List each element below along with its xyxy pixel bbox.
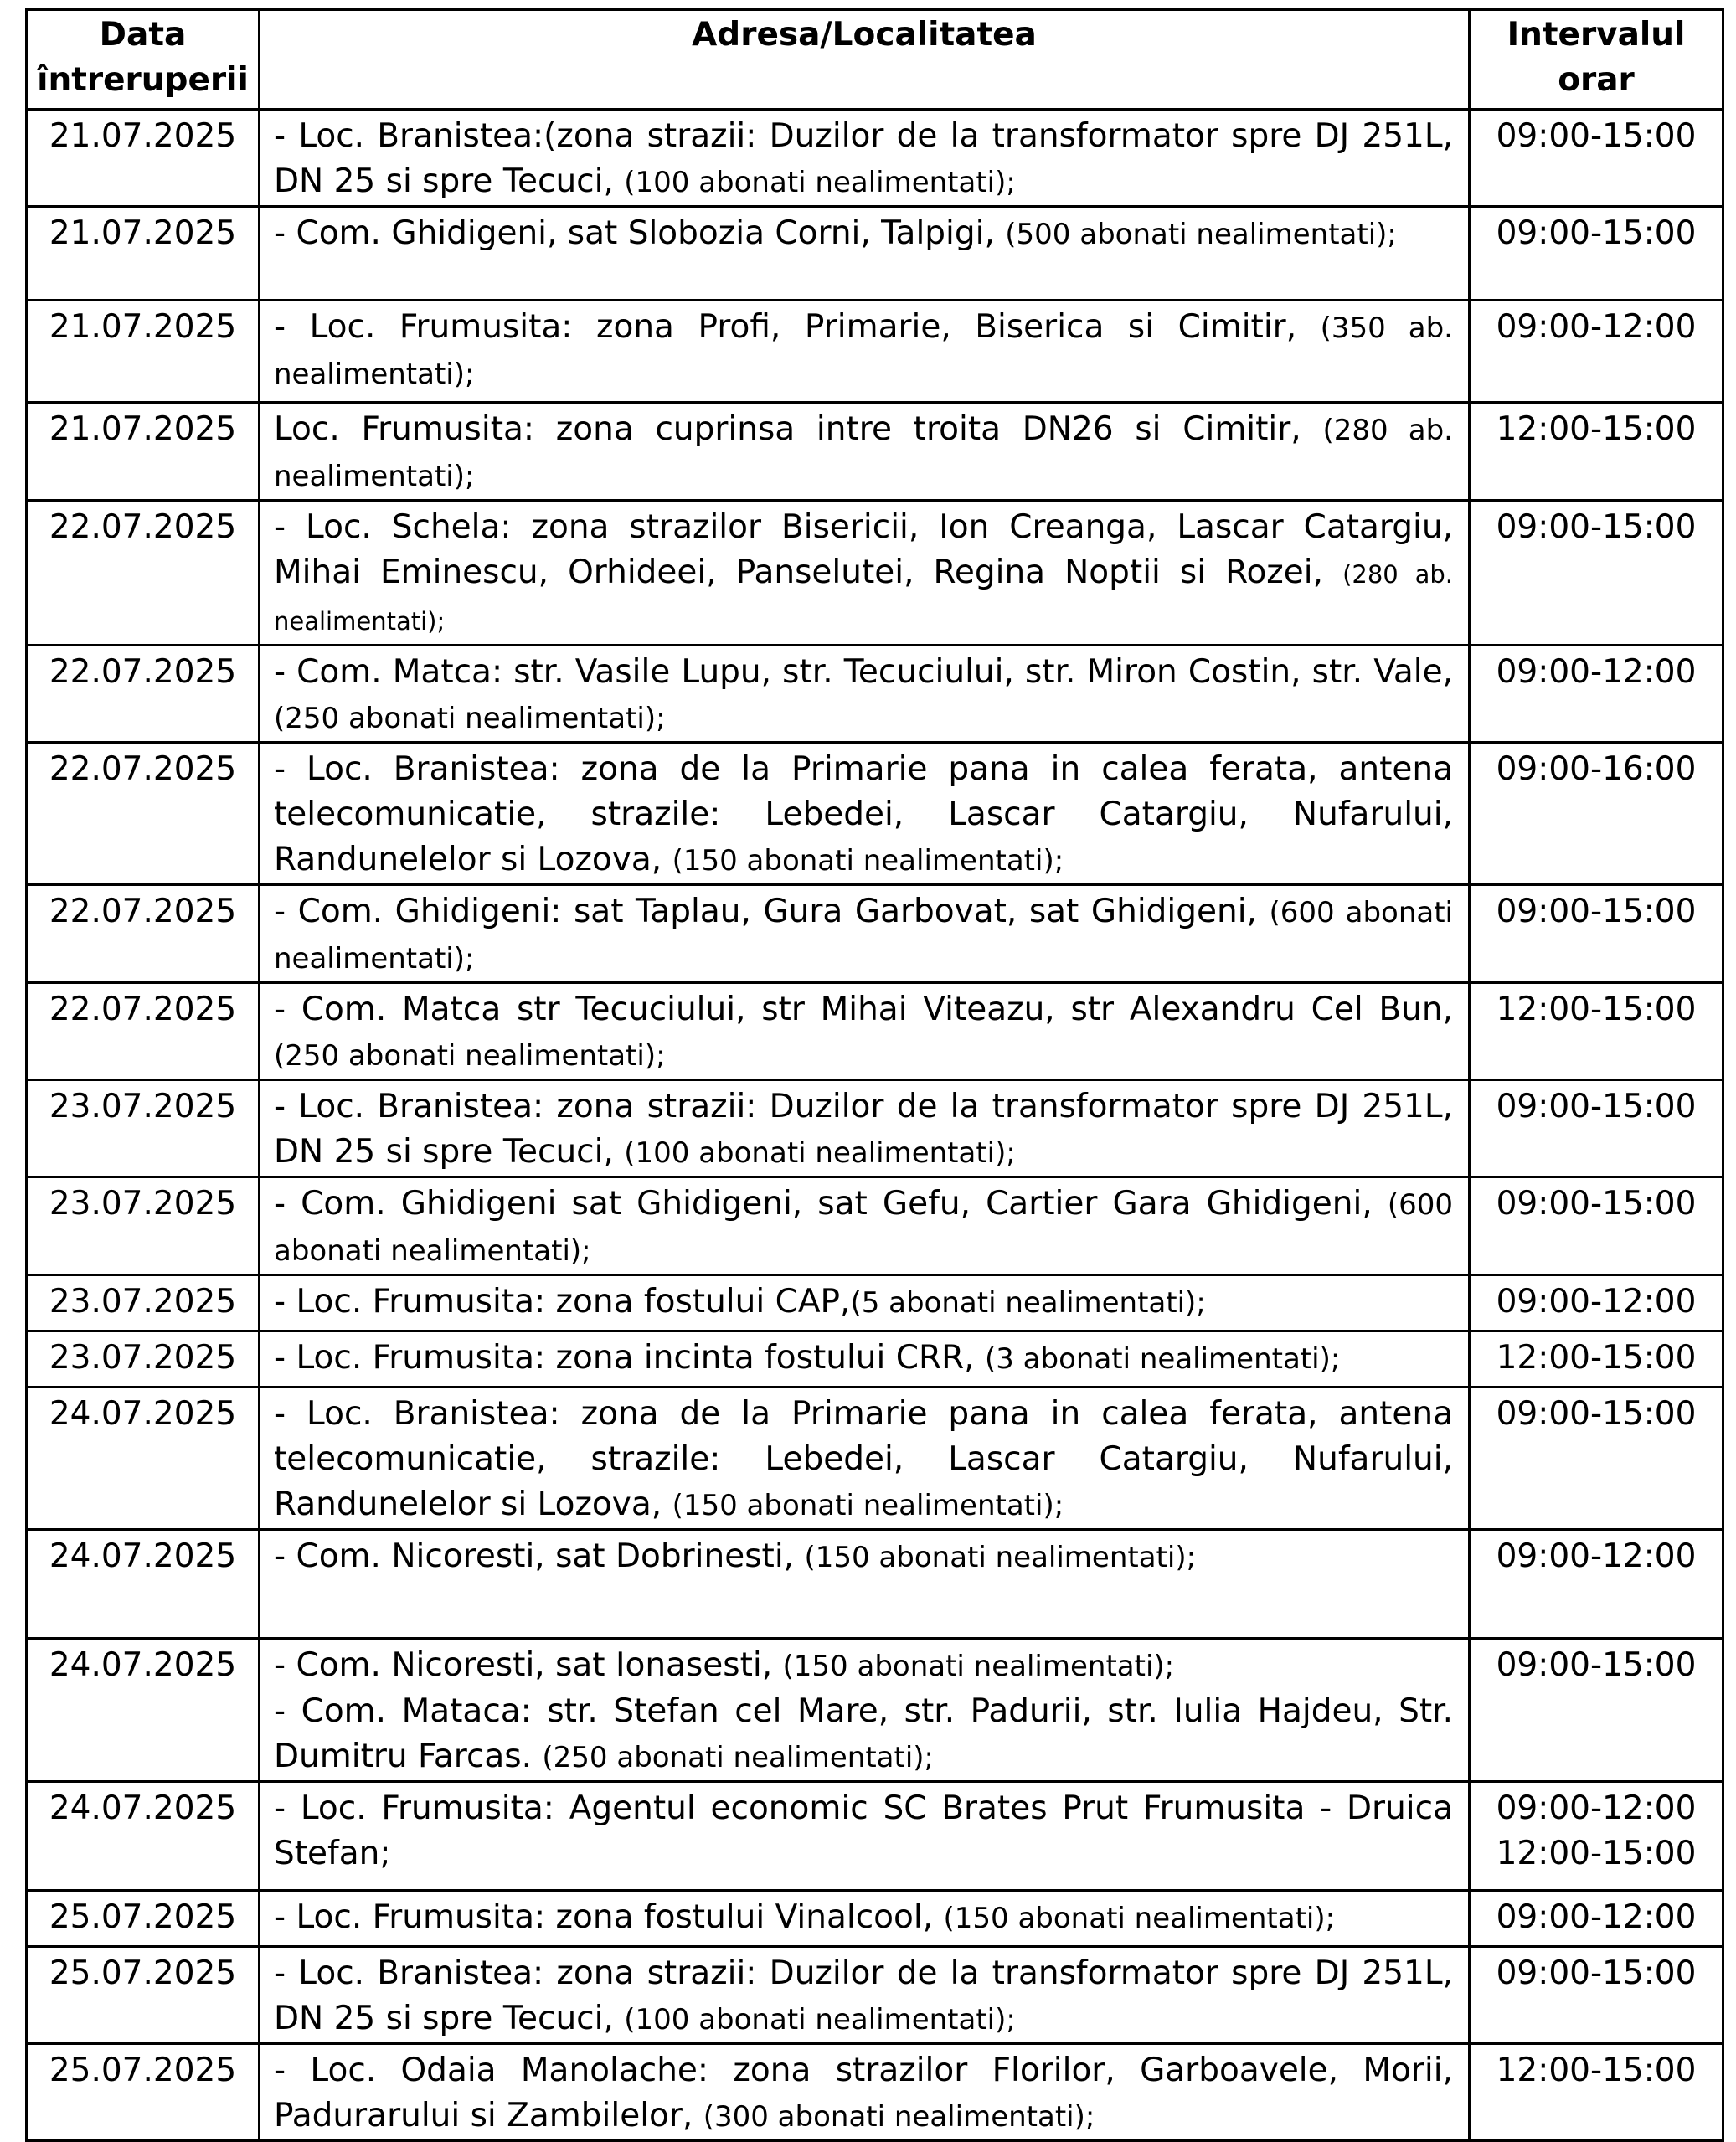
- affected-subscribers-note: (250 abonati nealimentati);: [542, 1741, 935, 1774]
- address-header-text: Adresa/Localitatea: [692, 16, 1037, 54]
- time-interval-cell: [1470, 885, 1723, 983]
- time-interval: 09:00-12:00: [1496, 1537, 1697, 1575]
- outage-date-cell: 21.07.2025: [27, 301, 260, 403]
- outage-address-cell: [260, 1947, 1470, 2044]
- time-interval: 12:00-15:00: [1496, 1835, 1697, 1872]
- time-interval: 12:00-15:00: [1496, 2052, 1697, 2089]
- table-header: [27, 10, 1723, 110]
- table-row: [27, 1177, 1723, 1275]
- affected-subscribers-note: (280 ab. nealimentati);: [274, 414, 1453, 493]
- time-interval-cell: [1470, 403, 1723, 501]
- time-interval: 09:00-15:00: [1496, 117, 1697, 155]
- address-entry: [274, 1182, 1453, 1274]
- table-row: [27, 646, 1723, 743]
- address-text: - Loc. Frumusita: zona incinta fostului CRR,: [274, 1339, 985, 1377]
- time-interval: 09:00-15:00: [1496, 893, 1697, 930]
- address-entry: [274, 505, 1453, 644]
- outage-address-cell: [260, 207, 1470, 301]
- outage-date-cell: 24.07.2025: [27, 1388, 260, 1530]
- time-interval-cell: [1470, 983, 1723, 1080]
- outage-date-cell: 24.07.2025: [27, 1639, 260, 1782]
- table-row: [27, 1639, 1723, 1782]
- outage-date-cell: 23.07.2025: [27, 1275, 260, 1331]
- date-header-line2: întreruperii: [37, 61, 249, 99]
- time-interval: 09:00-15:00: [1496, 1954, 1697, 1992]
- address-text: - Com. Matca: str. Vasile Lupu, str. Tecuciului, str. Miron Costin, str. Vale,: [274, 653, 1453, 691]
- address-entry: [274, 1534, 1453, 1580]
- table-row: [27, 1782, 1723, 1891]
- outage-address-cell: [260, 885, 1470, 983]
- outage-date-cell: 21.07.2025: [27, 207, 260, 301]
- address-text: - Com. Ghidigeni: sat Taplau, Gura Garbovat, sat Ghidigeni,: [274, 893, 1270, 930]
- time-interval: 12:00-15:00: [1496, 991, 1697, 1028]
- address-text: - Com. Nicoresti, sat Ionasesti,: [274, 1646, 783, 1684]
- address-entry: [274, 305, 1453, 397]
- address-entry: [274, 1084, 1453, 1176]
- address-text: - Com. Ghidigeni, sat Slobozia Corni, Talpigi,: [274, 214, 1006, 252]
- outage-address-cell: [260, 1782, 1470, 1891]
- affected-subscribers-note: (150 abonati nealimentati);: [943, 1902, 1336, 1935]
- time-interval: 09:00-15:00: [1496, 1185, 1697, 1223]
- time-interval: 09:00-15:00: [1496, 508, 1697, 546]
- table-row: [27, 1388, 1723, 1530]
- time-interval: 09:00-16:00: [1496, 750, 1697, 788]
- time-interval: 09:00-12:00: [1496, 308, 1697, 346]
- outage-address-cell: [260, 1080, 1470, 1177]
- date-column-header: [27, 10, 260, 110]
- affected-subscribers-note: (150 abonati nealimentati);: [672, 844, 1064, 878]
- time-interval-cell: [1470, 301, 1723, 403]
- address-text: - Loc. Odaia Manolache: zona strazilor Florilor, Garboavele, Morii, Padurarului si Zambilelor,: [274, 2052, 1453, 2134]
- address-entry: [274, 407, 1453, 499]
- address-text: - Com. Matca str Tecuciului, str Mihai Viteazu, str Alexandru Cel Bun,: [274, 991, 1453, 1028]
- table-row: [27, 743, 1723, 885]
- time-interval: 12:00-15:00: [1496, 1339, 1697, 1377]
- time-interval: 09:00-12:00: [1496, 653, 1697, 691]
- affected-subscribers-note: (300 abonati nealimentati);: [703, 2100, 1095, 2134]
- outage-date-cell: 25.07.2025: [27, 1947, 260, 2044]
- date-header-line1: Data: [99, 16, 187, 54]
- address-text: - Loc. Branistea: zona strazii: Duzilor de la transformator spre DJ 251L, DN 25 si spre Tecuci,: [274, 1954, 1453, 2037]
- outage-date-cell: 22.07.2025: [27, 743, 260, 885]
- address-text: - Loc. Frumusita: zona Profi, Primarie, Biserica si Cimitir,: [274, 308, 1321, 346]
- time-interval-cell: [1470, 646, 1723, 743]
- outage-address-cell: [260, 1275, 1470, 1331]
- time-interval-cell: [1470, 1080, 1723, 1177]
- address-text: - Com. Nicoresti, sat Dobrinesti,: [274, 1537, 805, 1575]
- table-row: [27, 2044, 1723, 2141]
- affected-subscribers-note: (150 abonati nealimentati);: [782, 1650, 1175, 1683]
- time-interval-cell: [1470, 1530, 1723, 1639]
- affected-subscribers-note: (100 abonati nealimentati);: [624, 1136, 1016, 1170]
- affected-subscribers-note: (250 abonati nealimentati);: [274, 1039, 666, 1073]
- outage-date-cell: 22.07.2025: [27, 885, 260, 983]
- affected-subscribers-note: (250 abonati nealimentati);: [274, 702, 666, 735]
- outage-schedule-table: [25, 8, 1724, 2142]
- table-row: [27, 1891, 1723, 1947]
- time-interval-cell: [1470, 1947, 1723, 2044]
- outage-address-cell: [260, 1331, 1470, 1388]
- table-row: [27, 1275, 1723, 1331]
- outage-date-cell: 25.07.2025: [27, 1891, 260, 1947]
- affected-subscribers-note: (500 abonati nealimentati);: [1005, 218, 1397, 251]
- header-row: [27, 10, 1723, 110]
- outage-date-cell: 23.07.2025: [27, 1177, 260, 1275]
- address-text: - Loc. Schela: zona strazilor Bisericii, Ion Creanga, Lascar Catargiu, Mihai Eminescu, Orhideei, Panselutei, Regina Noptii si Rozei,: [274, 508, 1453, 591]
- address-text: - Loc. Branistea: zona strazii: Duzilor de la transformator spre DJ 251L, DN 25 si spre Tecuci,: [274, 1088, 1453, 1171]
- outage-address-cell: [260, 1891, 1470, 1947]
- table-row: [27, 1080, 1723, 1177]
- address-entry: [274, 1951, 1453, 2042]
- table-row: [27, 1331, 1723, 1388]
- time-interval: 09:00-15:00: [1496, 214, 1697, 252]
- outage-date-cell: 24.07.2025: [27, 1782, 260, 1891]
- address-column-header: [260, 10, 1470, 110]
- address-text: - Loc. Branistea: zona de la Primarie pana in calea ferata, antena telecomunicatie, strazile: Lebedei, Lascar Catargiu, Nufarului, Randunelelor si Lozova,: [274, 1395, 1453, 1523]
- time-column-header: [1470, 10, 1723, 110]
- affected-subscribers-note: (150 abonati nealimentati);: [672, 1489, 1064, 1522]
- affected-subscribers-note: (350 ab. nealimentati);: [274, 312, 1453, 391]
- outage-address-cell: [260, 1388, 1470, 1530]
- affected-subscribers-note: (600 abonati nealimentati);: [274, 1188, 1453, 1268]
- outage-date-cell: 22.07.2025: [27, 501, 260, 646]
- address-text: - Loc. Frumusita: zona fostului Vinalcool,: [274, 1898, 944, 1936]
- outage-address-cell: [260, 743, 1470, 885]
- time-interval: 09:00-12:00: [1496, 1789, 1697, 1827]
- table-row: [27, 1530, 1723, 1639]
- time-interval: 09:00-12:00: [1496, 1898, 1697, 1936]
- time-interval: 12:00-15:00: [1496, 410, 1697, 448]
- address-entry: [274, 211, 1453, 257]
- outage-date-cell: 21.07.2025: [27, 403, 260, 501]
- time-interval-cell: [1470, 1388, 1723, 1530]
- address-text: Loc. Frumusita: zona cuprinsa intre troita DN26 si Cimitir,: [274, 410, 1323, 448]
- affected-subscribers-note: (5 abonati nealimentati);: [850, 1286, 1206, 1320]
- table-row: [27, 110, 1723, 207]
- address-entry: [274, 114, 1453, 205]
- outage-address-cell: [260, 2044, 1470, 2141]
- affected-subscribers-note: (600 abonati nealimentati);: [274, 896, 1453, 976]
- time-interval-cell: [1470, 110, 1723, 207]
- outage-address-cell: [260, 403, 1470, 501]
- time-interval-cell: [1470, 1891, 1723, 1947]
- outage-address-cell: [260, 983, 1470, 1080]
- address-text: - Loc. Frumusita: zona fostului CAP,: [274, 1283, 851, 1321]
- affected-subscribers-note: (280 ab. nealimentati);: [274, 560, 1453, 636]
- time-interval-cell: [1470, 1331, 1723, 1388]
- address-entry: [274, 747, 1453, 883]
- outage-address-cell: [260, 301, 1470, 403]
- outage-date-cell: 24.07.2025: [27, 1530, 260, 1639]
- outage-date-cell: 22.07.2025: [27, 983, 260, 1080]
- time-header-line2: orar: [1558, 61, 1635, 99]
- time-interval-cell: [1470, 2044, 1723, 2141]
- table-row: [27, 501, 1723, 646]
- address-entry: [274, 987, 1453, 1079]
- address-text: - Com. Ghidigeni sat Ghidigeni, sat Gefu, Cartier Gara Ghidigeni,: [274, 1185, 1388, 1223]
- address-entry: [274, 1895, 1453, 1941]
- table-row: [27, 301, 1723, 403]
- time-interval-cell: [1470, 207, 1723, 301]
- outage-address-cell: [260, 1639, 1470, 1782]
- outage-address-cell: [260, 1177, 1470, 1275]
- time-interval: 09:00-15:00: [1496, 1395, 1697, 1433]
- table-body: [27, 110, 1723, 2141]
- time-interval-cell: [1470, 1782, 1723, 1891]
- time-interval-cell: [1470, 501, 1723, 646]
- time-header-line1: Intervalul: [1507, 16, 1686, 54]
- time-interval: 09:00-15:00: [1496, 1646, 1697, 1684]
- address-entry: [274, 2048, 1453, 2139]
- outage-date-cell: 25.07.2025: [27, 2044, 260, 2141]
- table-row: [27, 1947, 1723, 2044]
- outage-address-cell: [260, 1530, 1470, 1639]
- table-row: [27, 207, 1723, 301]
- outage-date-cell: 23.07.2025: [27, 1331, 260, 1388]
- time-interval-cell: [1470, 743, 1723, 885]
- outage-address-cell: [260, 501, 1470, 646]
- address-entry: [274, 650, 1453, 741]
- table-row: [27, 885, 1723, 983]
- time-interval-cell: [1470, 1177, 1723, 1275]
- table-row: [27, 983, 1723, 1080]
- outage-date-cell: 21.07.2025: [27, 110, 260, 207]
- address-text: - Loc. Frumusita: Agentul economic SC Brates Prut Frumusita - Druica Stefan;: [274, 1789, 1453, 1872]
- time-interval-cell: [1470, 1275, 1723, 1331]
- affected-subscribers-note: (100 abonati nealimentati);: [624, 2003, 1016, 2036]
- outage-address-cell: [260, 646, 1470, 743]
- table-row: [27, 403, 1723, 501]
- affected-subscribers-note: (3 abonati nealimentati);: [984, 1342, 1341, 1376]
- affected-subscribers-note: (150 abonati nealimentati);: [804, 1541, 1197, 1574]
- address-entry: [274, 889, 1453, 981]
- address-entry: [274, 1689, 1453, 1780]
- address-text: - Com. Mataca: str. Stefan cel Mare, str. Padurii, str. Iulia Hajdeu, Str. Dumitru Farcas.: [274, 1692, 1453, 1775]
- outage-date-cell: 23.07.2025: [27, 1080, 260, 1177]
- affected-subscribers-note: (100 abonati nealimentati);: [624, 166, 1016, 199]
- address-entry: [274, 1336, 1453, 1382]
- address-entry: [274, 1786, 1453, 1877]
- address-entry: [274, 1280, 1453, 1326]
- address-text: - Loc. Branistea: zona de la Primarie pana in calea ferata, antena telecomunicatie, strazile: Lebedei, Lascar Catargiu, Nufarului, Randunelelor si Lozova,: [274, 750, 1453, 878]
- address-entry: [274, 1643, 1453, 1689]
- address-entry: [274, 1392, 1453, 1528]
- time-interval: 09:00-12:00: [1496, 1283, 1697, 1321]
- outage-date-cell: 22.07.2025: [27, 646, 260, 743]
- outage-address-cell: [260, 110, 1470, 207]
- time-interval: 09:00-15:00: [1496, 1088, 1697, 1125]
- time-interval-cell: [1470, 1639, 1723, 1782]
- address-text: - Loc. Branistea:(zona strazii: Duzilor de la transformator spre DJ 251L, DN 25 si spre Tecuci,: [274, 117, 1453, 200]
